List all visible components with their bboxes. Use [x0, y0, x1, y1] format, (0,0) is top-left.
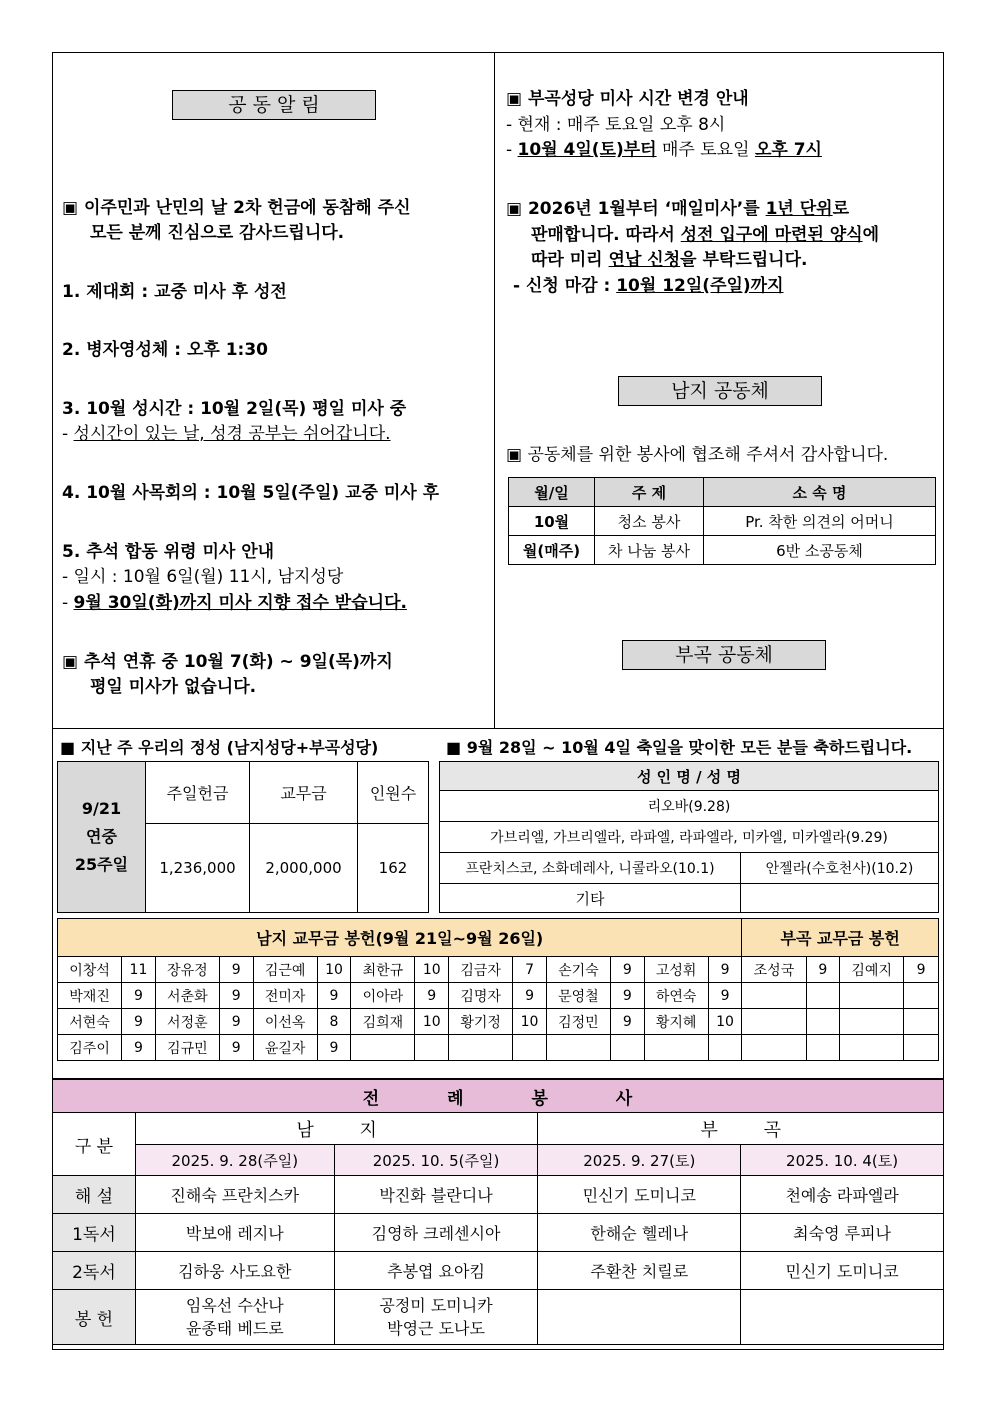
liturgy-title: 전 례 봉 사	[53, 1080, 944, 1113]
notice-item-5-sub-2	[62, 591, 407, 615]
tithe-donor-name: 하연숙	[644, 983, 708, 1009]
study-note: 성시간이 있는 날, 성경 공부는 쉬어갑니다.	[73, 424, 391, 444]
intention-deadline: 9월 30일(화)까지 미사 지향 접수 받습니다.	[73, 593, 407, 613]
tithe-month-count	[610, 1035, 644, 1061]
tithe-rows	[58, 957, 939, 1061]
table-row	[53, 1145, 944, 1176]
liturgy-date: 2025. 10. 5(주일)	[334, 1145, 538, 1176]
notice-item-1: 1. 제대회 : 교중 미사 후 성전	[62, 282, 287, 302]
tithe-month-count: 9	[610, 957, 644, 983]
feast-header: 성 인 명 / 성 명	[440, 762, 939, 791]
text: 따라 미리	[531, 250, 609, 270]
liturgy-cell	[334, 1290, 538, 1345]
tithe-donor-name: 김규민	[155, 1035, 219, 1061]
tithe-row	[58, 983, 939, 1009]
tithe-donor-name	[840, 1009, 904, 1035]
tithe-donor-name: 김명자	[449, 983, 513, 1009]
tithe-donor-name: 윤길자	[253, 1035, 317, 1061]
tithe-donor-name: 손기숙	[546, 957, 610, 983]
notice-item-2: 2. 병자영성체 : 오후 1:30	[62, 340, 268, 360]
tithe-month-count: 7	[513, 957, 547, 983]
bugok-mass-title: ▣ 부곡성당 미사 시간 변경 안내	[506, 89, 749, 109]
feast-row: 가브리엘, 가브리엘라, 라파엘, 라파엘라, 미카엘, 미카엘라(9.29)	[440, 822, 939, 853]
tithe-month-count: 9	[317, 1035, 351, 1061]
tithe-donor-name	[546, 1035, 610, 1061]
date-line: 9/21	[81, 799, 122, 818]
common-notice-title: 공 동 알 림	[172, 90, 376, 120]
tithe-donor-name	[449, 1035, 513, 1061]
deadline: 10월 12일(주일)까지	[616, 276, 784, 296]
dash: -	[506, 140, 518, 160]
bugok-tithe-title: 부곡 교무금 봉헌	[742, 919, 939, 957]
change-text: 매주 토요일	[656, 140, 755, 160]
bugok-community-title: 부곡 공동체	[622, 640, 826, 670]
text: 판매합니다. 따라서	[531, 225, 681, 245]
tithe-donor-name: 서춘화	[155, 983, 219, 1009]
dash: -	[62, 593, 74, 613]
table-row	[53, 1176, 944, 1214]
table-row	[53, 1214, 944, 1252]
tithe-month-count	[806, 1035, 840, 1061]
cell-group: 6반 소공동체	[704, 536, 936, 565]
tithe-month-count: 10	[415, 957, 449, 983]
tithe-donor-name: 조성국	[742, 957, 806, 983]
tithe-month-count: 9	[610, 1009, 644, 1035]
bugok-mass-change	[506, 138, 822, 162]
holiday-line-1: ▣ 추석 연휴 중 10월 7(화) ~ 9일(목)까지	[62, 652, 393, 672]
feast-row: 리오바(9.28)	[440, 791, 939, 822]
liturgy-namji-header: 남 지	[135, 1113, 538, 1145]
tithe-month-count: 9	[708, 957, 742, 983]
tithe-month-count: 9	[610, 983, 644, 1009]
table-row	[440, 853, 939, 884]
tithe-month-count	[415, 1035, 449, 1061]
tithe-month-count: 9	[219, 1009, 253, 1035]
tithe-donor-name	[742, 1009, 806, 1035]
notice-item-3-sub	[62, 422, 391, 446]
header-theme: 주 제	[595, 478, 704, 507]
liturgy-date: 2025. 9. 28(주일)	[135, 1145, 334, 1176]
namji-service-table	[508, 477, 936, 565]
feast-cell-other: 기타	[440, 884, 741, 913]
liturgy-bugok-header: 부 곡	[538, 1113, 944, 1145]
table-header-row	[509, 478, 936, 507]
notice-item-5-sub-1: - 일시 : 10월 6일(월) 11시, 남지성당	[62, 567, 344, 587]
header-attendance: 인원수	[358, 762, 429, 824]
offertory-name: 박영근 도나도	[387, 1319, 485, 1338]
cell-date: 월(매주)	[509, 536, 595, 565]
tithe-month-count	[708, 1035, 742, 1061]
cell-theme: 차 나눔 봉사	[595, 536, 704, 565]
table-row	[53, 1113, 944, 1145]
text: 을 부탁드립니다.	[680, 250, 808, 270]
liturgy-cell: 민신기 도미니코	[538, 1176, 741, 1214]
offering-date	[58, 762, 146, 913]
daily-missal-line-2	[531, 223, 879, 247]
tithe-month-count: 9	[806, 957, 840, 983]
tithe-month-count	[904, 983, 939, 1009]
notice-item-3: 3. 10월 성시간 : 10월 2일(목) 평일 미사 중	[62, 399, 407, 419]
role-label: 2독서	[53, 1252, 136, 1290]
offertory-name: 윤종태 베드로	[185, 1319, 284, 1338]
date-line: 연중	[86, 827, 117, 846]
value-sunday-collection: 1,236,000	[146, 824, 250, 913]
tithe-month-count: 9	[122, 1035, 156, 1061]
liturgy-cell-empty	[741, 1290, 944, 1345]
tithe-donor-name	[351, 1035, 415, 1061]
tithe-month-count	[904, 1009, 939, 1035]
tithe-donor-name	[742, 983, 806, 1009]
offertory-name: 공정미 도미니카	[379, 1296, 493, 1315]
text: 로	[832, 199, 850, 219]
tithe-month-count: 9	[708, 983, 742, 1009]
feast-table	[439, 761, 939, 913]
liturgy-table	[52, 1079, 944, 1345]
tithe-donor-name: 김주이	[58, 1035, 122, 1061]
cell-date: 10월	[509, 507, 595, 536]
notice-item-5: 5. 추석 합동 위령 미사 안내	[62, 542, 275, 562]
tithe-donor-name	[840, 1035, 904, 1061]
liturgy-date: 2025. 10. 4(토)	[741, 1145, 944, 1176]
feast-cell	[741, 884, 939, 913]
tithe-donor-name: 김희재	[351, 1009, 415, 1035]
tithe-donor-name: 이선옥	[253, 1009, 317, 1035]
feast-cell: 안젤라(수호천사)(10.2)	[741, 853, 939, 884]
liturgy-cell: 김하웅 사도요한	[135, 1252, 334, 1290]
tithe-table	[57, 918, 939, 1061]
text-underlined: 연납 신청	[608, 250, 681, 270]
liturgy-date: 2025. 9. 27(토)	[538, 1145, 741, 1176]
tithe-month-count: 9	[904, 957, 939, 983]
daily-missal-line-4	[513, 274, 784, 298]
value-tithe: 2,000,000	[250, 824, 358, 913]
liturgy-cell: 박진화 블란디나	[334, 1176, 538, 1214]
liturgy-cell: 박보애 레지나	[135, 1214, 334, 1252]
tithe-donor-name: 황기정	[449, 1009, 513, 1035]
table-header-row	[53, 1080, 944, 1113]
offering-heading: ■ 지난 주 우리의 정성 (남지성당+부곡성당)	[60, 738, 379, 757]
namji-tithe-title: 남지 교무금 봉헌(9월 21일~9월 26일)	[58, 919, 742, 957]
tithe-donor-name: 김예지	[840, 957, 904, 983]
text: 에	[862, 225, 880, 245]
tithe-month-count	[513, 1035, 547, 1061]
table-header-row	[58, 919, 939, 957]
tithe-donor-name: 고성휘	[644, 957, 708, 983]
header-sunday-collection: 주일헌금	[146, 762, 250, 824]
tithe-month-count: 8	[317, 1009, 351, 1035]
tithe-month-count: 10	[317, 957, 351, 983]
tithe-donor-name	[644, 1035, 708, 1061]
tithe-month-count	[904, 1035, 939, 1061]
namji-thanks: ▣ 공동체를 위한 봉사에 협조해 주셔서 감사합니다.	[506, 445, 889, 465]
liturgy-cell	[135, 1290, 334, 1345]
tithe-donor-name: 전미자	[253, 983, 317, 1009]
column-divider	[494, 52, 495, 728]
dash: -	[62, 424, 74, 444]
table-row	[509, 536, 936, 565]
label-gubun: 구 분	[53, 1113, 136, 1176]
table-header-row	[440, 762, 939, 791]
tithe-donor-name: 박재진	[58, 983, 122, 1009]
date-line: 25주일	[74, 855, 129, 874]
tithe-month-count	[806, 1009, 840, 1035]
namji-community-title: 남지 공동체	[618, 376, 822, 406]
tithe-month-count: 11	[122, 957, 156, 983]
liturgy-cell: 김영하 크레센시아	[334, 1214, 538, 1252]
tithe-month-count: 10	[708, 1009, 742, 1035]
header-tithe: 교무금	[250, 762, 358, 824]
tithe-donor-name: 김근예	[253, 957, 317, 983]
table-row	[53, 1290, 944, 1345]
daily-missal-line-1	[506, 197, 849, 221]
role-label: 해 설	[53, 1176, 136, 1214]
liturgy-cell: 주환찬 치릴로	[538, 1252, 741, 1290]
value-attendance: 162	[358, 824, 429, 913]
tithe-month-count: 10	[415, 1009, 449, 1035]
tithe-row	[58, 1035, 939, 1061]
holiday-line-2: 평일 미사가 없습니다.	[90, 677, 257, 697]
tithe-donor-name: 이창석	[58, 957, 122, 983]
liturgy-cell-empty	[538, 1290, 741, 1345]
header-date: 월/일	[509, 478, 595, 507]
liturgy-cell: 추봉엽 요아킴	[334, 1252, 538, 1290]
text-underlined: 1년 단위	[765, 199, 833, 219]
text-underlined: 성전 입구에 마련된 양식	[680, 225, 863, 245]
change-time: 오후 7시	[754, 140, 822, 160]
tithe-donor-name: 서현숙	[58, 1009, 122, 1035]
offering-table	[57, 761, 429, 913]
liturgy-cell: 천예송 라파엘라	[741, 1176, 944, 1214]
liturgy-cell: 민신기 도미니코	[741, 1252, 944, 1290]
tithe-donor-name: 김정민	[546, 1009, 610, 1035]
tithe-month-count: 9	[122, 983, 156, 1009]
role-label: 봉 헌	[53, 1290, 136, 1345]
tithe-month-count: 9	[219, 957, 253, 983]
section-divider	[52, 728, 944, 729]
tithe-donor-name: 이아라	[351, 983, 415, 1009]
tithe-donor-name: 황지혜	[644, 1009, 708, 1035]
liturgy-cell: 한해순 헬레나	[538, 1214, 741, 1252]
liturgy-cell: 최숙영 루피나	[741, 1214, 944, 1252]
text: - 신청 마감 :	[513, 276, 617, 296]
liturgy-cell: 진해숙 프란치스카	[135, 1176, 334, 1214]
tithe-row	[58, 957, 939, 983]
cell-theme: 청소 봉사	[595, 507, 704, 536]
tithe-donor-name: 최한규	[351, 957, 415, 983]
tithe-month-count	[806, 983, 840, 1009]
table-row	[440, 791, 939, 822]
feast-heading: ■ 9월 28일 ~ 10월 4일 축일을 맞이한 모든 분들 축하드립니다.	[446, 738, 913, 757]
notice-item-4: 4. 10월 사목회의 : 10월 5일(주일) 교중 미사 후	[62, 483, 440, 503]
tithe-row	[58, 1009, 939, 1035]
header-group: 소 속 명	[704, 478, 936, 507]
tithe-donor-name: 장유정	[155, 957, 219, 983]
tithe-month-count: 9	[122, 1009, 156, 1035]
table-row	[440, 884, 939, 913]
bugok-mass-now: - 현재 : 매주 토요일 오후 8시	[506, 115, 726, 135]
change-date: 10월 4일(토)부터	[517, 140, 657, 160]
tithe-month-count: 9	[317, 983, 351, 1009]
role-label: 1독서	[53, 1214, 136, 1252]
tithe-month-count: 10	[513, 1009, 547, 1035]
feast-cell: 프란치스코, 소화데레사, 니콜라오(10.1)	[440, 853, 741, 884]
thanks-line-2: 모든 분께 진심으로 감사드립니다.	[90, 223, 345, 243]
tithe-donor-name: 문영철	[546, 983, 610, 1009]
offertory-name: 임옥선 수산나	[185, 1296, 284, 1315]
thanks-line-1: ▣ 이주민과 난민의 날 2차 헌금에 동참해 주신	[62, 198, 411, 218]
tithe-month-count: 9	[219, 1035, 253, 1061]
cell-group: Pr. 착한 의견의 어머니	[704, 507, 936, 536]
table-row	[53, 1252, 944, 1290]
tithe-donor-name: 김금자	[449, 957, 513, 983]
text: ▣ 2026년 1월부터 ‘매일미사’를	[506, 199, 766, 219]
table-row	[509, 507, 936, 536]
table-row	[440, 822, 939, 853]
tithe-month-count: 9	[513, 983, 547, 1009]
tithe-month-count: 9	[415, 983, 449, 1009]
tithe-donor-name	[742, 1035, 806, 1061]
daily-missal-line-3	[531, 248, 807, 272]
table-header-row	[58, 762, 429, 824]
tithe-donor-name	[840, 983, 904, 1009]
tithe-donor-name: 서정훈	[155, 1009, 219, 1035]
tithe-month-count: 9	[219, 983, 253, 1009]
